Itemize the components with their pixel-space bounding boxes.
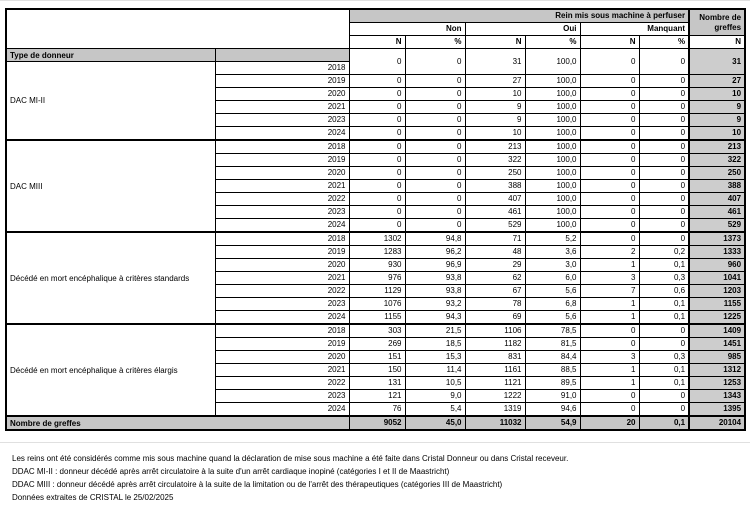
data-cell: 0: [639, 49, 689, 75]
data-cell: 3: [580, 351, 639, 364]
data-cell: 0: [580, 390, 639, 403]
data-cell: 0: [639, 154, 689, 167]
data-cell: 0: [639, 167, 689, 180]
data-cell: 0: [639, 140, 689, 154]
footnote-ddac-mi-ii: DDAC MI-II : donneur décédé après arrêt circulatoire à la suite d'un arrêt cardiaque inopiné (catégories I et II de Maastricht): [12, 467, 450, 476]
data-cell: 0: [405, 154, 465, 167]
oui-n-header: N: [465, 36, 525, 49]
non-header: Non: [349, 23, 465, 36]
data-cell: 930: [349, 259, 405, 272]
footnote-machine-definition: Les reins ont été considérés comme mis sous machine quand la déclaration de mise sous machine a été faite dans Cristal Donneur ou dans Cristal receveur.: [12, 454, 569, 463]
data-cell: 0: [580, 338, 639, 351]
header-row-1: [6, 9, 745, 23]
year-cell: 2018: [215, 140, 349, 154]
data-cell: 9,0: [405, 390, 465, 403]
data-cell: 0: [580, 114, 639, 127]
data-cell: 31: [689, 49, 745, 75]
data-cell: 96,9: [405, 259, 465, 272]
data-cell: 3,0: [525, 259, 580, 272]
data-cell: 0: [639, 114, 689, 127]
data-cell: 0: [405, 88, 465, 101]
data-cell: 150: [349, 364, 405, 377]
data-cell: 10: [689, 88, 745, 101]
data-cell: 11,4: [405, 364, 465, 377]
data-cell: 0: [639, 219, 689, 233]
data-cell: 94,3: [405, 311, 465, 325]
data-cell: 1312: [689, 364, 745, 377]
data-cell: 3,6: [525, 246, 580, 259]
data-cell: 0: [639, 206, 689, 219]
data-cell: 100,0: [525, 180, 580, 193]
year-cell: 2021: [215, 364, 349, 377]
data-cell: 94,8: [405, 232, 465, 246]
year-cell: 2019: [215, 246, 349, 259]
data-cell: 100,0: [525, 140, 580, 154]
data-cell: 322: [689, 154, 745, 167]
perfusion-table: [5, 8, 746, 431]
data-cell: 121: [349, 390, 405, 403]
data-cell: 6,8: [525, 298, 580, 311]
data-cell: 0: [349, 49, 405, 75]
total-cell: 20104: [689, 416, 745, 430]
data-cell: 10,5: [405, 377, 465, 390]
data-cell: 9: [465, 114, 525, 127]
data-cell: 0: [349, 88, 405, 101]
data-cell: 6,0: [525, 272, 580, 285]
data-cell: 84,4: [525, 351, 580, 364]
data-cell: 0: [580, 403, 639, 417]
data-cell: 0: [405, 219, 465, 233]
data-cell: 94,6: [525, 403, 580, 417]
data-cell: 100,0: [525, 75, 580, 88]
data-cell: 985: [689, 351, 745, 364]
total-cell: 45,0: [405, 416, 465, 430]
data-cell: 1076: [349, 298, 405, 311]
year-cell: 2024: [215, 403, 349, 417]
data-cell: 0: [580, 167, 639, 180]
data-cell: 9: [689, 101, 745, 114]
data-cell: 0,1: [639, 364, 689, 377]
data-cell: 7: [580, 285, 639, 298]
data-cell: 250: [689, 167, 745, 180]
data-cell: 1106: [465, 324, 525, 338]
table-body: [6, 49, 745, 431]
data-cell: 100,0: [525, 88, 580, 101]
data-cell: 100,0: [525, 206, 580, 219]
data-cell: 69: [465, 311, 525, 325]
data-cell: 100,0: [525, 193, 580, 206]
data-cell: 1283: [349, 246, 405, 259]
data-cell: 100,0: [525, 127, 580, 141]
data-cell: 81,5: [525, 338, 580, 351]
type-de-donneur-label: Type de donneur: [6, 49, 215, 62]
data-cell: 1: [580, 364, 639, 377]
year-cell: 2021: [215, 272, 349, 285]
data-cell: 1: [580, 259, 639, 272]
data-cell: 0: [639, 390, 689, 403]
group-label-cell: Décédé en mort encéphalique à critères élargis: [6, 324, 215, 416]
data-cell: 1409: [689, 324, 745, 338]
data-cell: 0: [349, 167, 405, 180]
data-cell: 0: [405, 127, 465, 141]
data-cell: 529: [689, 219, 745, 233]
data-cell: 0: [639, 75, 689, 88]
data-cell: 1041: [689, 272, 745, 285]
year-cell: 2021: [215, 180, 349, 193]
data-cell: 100,0: [525, 49, 580, 75]
data-cell: 100,0: [525, 114, 580, 127]
data-cell: 0: [349, 219, 405, 233]
data-cell: 1373: [689, 232, 745, 246]
data-cell: 0: [405, 49, 465, 75]
data-cell: 89,5: [525, 377, 580, 390]
data-cell: 0,3: [639, 272, 689, 285]
data-cell: 0: [580, 88, 639, 101]
data-cell: 91,0: [525, 390, 580, 403]
data-cell: 0: [639, 403, 689, 417]
data-cell: 0: [580, 49, 639, 75]
total-cell: 20: [580, 416, 639, 430]
year-cell: 2024: [215, 219, 349, 233]
data-cell: 0: [580, 154, 639, 167]
year-cell: 2022: [215, 285, 349, 298]
data-cell: 0: [580, 75, 639, 88]
data-cell: 269: [349, 338, 405, 351]
data-cell: 0: [349, 154, 405, 167]
data-cell: 0: [349, 140, 405, 154]
table-header: [6, 9, 745, 49]
data-cell: 93,2: [405, 298, 465, 311]
data-cell: 1: [580, 377, 639, 390]
data-cell: 5,4: [405, 403, 465, 417]
data-cell: 78,5: [525, 324, 580, 338]
data-cell: 0: [349, 193, 405, 206]
data-cell: 1155: [689, 298, 745, 311]
data-cell: 0: [405, 101, 465, 114]
year-cell: 2019: [215, 75, 349, 88]
data-cell: 0: [405, 167, 465, 180]
year-cell: 2020: [215, 88, 349, 101]
data-cell: 21,5: [405, 324, 465, 338]
data-cell: 303: [349, 324, 405, 338]
non-n-header: N: [349, 36, 405, 49]
year-cell: 2018: [215, 324, 349, 338]
data-cell: 0: [349, 127, 405, 141]
report-page: [0, 1, 750, 431]
year-cell: 2022: [215, 377, 349, 390]
year-cell: 2023: [215, 298, 349, 311]
data-cell: 31: [465, 49, 525, 75]
data-cell: 62: [465, 272, 525, 285]
year-cell: 2024: [215, 311, 349, 325]
data-cell: 388: [465, 180, 525, 193]
data-cell: 0: [405, 180, 465, 193]
data-cell: 0: [405, 193, 465, 206]
data-cell: 100,0: [525, 167, 580, 180]
data-cell: 1225: [689, 311, 745, 325]
data-cell: 0: [405, 206, 465, 219]
data-cell: 0: [639, 324, 689, 338]
data-cell: 0,1: [639, 259, 689, 272]
data-cell: 5,6: [525, 285, 580, 298]
data-cell: 0: [580, 180, 639, 193]
group-label-cell: Décédé en mort encéphalique à critères standards: [6, 232, 215, 324]
data-cell: 10: [465, 88, 525, 101]
data-cell: 1333: [689, 246, 745, 259]
data-cell: 529: [465, 219, 525, 233]
data-cell: 96,2: [405, 246, 465, 259]
data-cell: 388: [689, 180, 745, 193]
data-cell: 1253: [689, 377, 745, 390]
data-cell: 0: [349, 180, 405, 193]
total-label: Nombre de greffes: [6, 416, 349, 430]
type-de-donneur-spacer: [215, 49, 349, 62]
year-cell: 2020: [215, 351, 349, 364]
year-cell: 2020: [215, 167, 349, 180]
total-cell: 11032: [465, 416, 525, 430]
total-cell: 54,9: [525, 416, 580, 430]
data-cell: 5,6: [525, 311, 580, 325]
data-cell: 0: [639, 101, 689, 114]
year-cell: 2019: [215, 338, 349, 351]
data-cell: 1: [580, 311, 639, 325]
data-cell: 27: [465, 75, 525, 88]
total-row: [6, 416, 745, 430]
data-cell: 0: [639, 127, 689, 141]
data-cell: 0: [639, 232, 689, 246]
data-cell: 1161: [465, 364, 525, 377]
data-cell: 213: [465, 140, 525, 154]
data-cell: 10: [465, 127, 525, 141]
data-cell: 88,5: [525, 364, 580, 377]
table-row: [6, 232, 745, 246]
data-cell: 1319: [465, 403, 525, 417]
data-cell: 0,2: [639, 246, 689, 259]
data-cell: 1222: [465, 390, 525, 403]
data-cell: 0,1: [639, 377, 689, 390]
data-cell: 0: [349, 114, 405, 127]
data-cell: 18,5: [405, 338, 465, 351]
greffes-n-header: N: [689, 36, 745, 49]
data-cell: 0: [349, 101, 405, 114]
group-label-cell: DAC MI-II: [6, 62, 215, 141]
data-cell: 93,8: [405, 272, 465, 285]
machine-perfusion-header: Rein mis sous machine à perfuser: [349, 9, 689, 23]
data-cell: 1203: [689, 285, 745, 298]
data-cell: 461: [465, 206, 525, 219]
year-cell: 2023: [215, 114, 349, 127]
year-cell: 2024: [215, 127, 349, 141]
data-cell: 1395: [689, 403, 745, 417]
data-cell: 0: [639, 338, 689, 351]
footer-divider: [0, 442, 750, 443]
data-cell: 1121: [465, 377, 525, 390]
data-cell: 213: [689, 140, 745, 154]
year-cell: 2023: [215, 390, 349, 403]
data-cell: 0,3: [639, 351, 689, 364]
data-cell: 9: [689, 114, 745, 127]
data-cell: 0,1: [639, 298, 689, 311]
data-cell: 1155: [349, 311, 405, 325]
data-cell: 0: [580, 206, 639, 219]
data-cell: 0: [580, 193, 639, 206]
nombre-greffes-header: Nombre de greffes: [689, 9, 745, 36]
data-cell: 131: [349, 377, 405, 390]
year-cell: 2019: [215, 154, 349, 167]
data-cell: 322: [465, 154, 525, 167]
total-cell: 0,1: [639, 416, 689, 430]
non-pct-header: %: [405, 36, 465, 49]
data-cell: 976: [349, 272, 405, 285]
data-cell: 1182: [465, 338, 525, 351]
data-cell: 0: [580, 324, 639, 338]
data-cell: 0,1: [639, 311, 689, 325]
year-cell: 2022: [215, 193, 349, 206]
data-cell: 1302: [349, 232, 405, 246]
data-cell: 100,0: [525, 101, 580, 114]
data-cell: 0: [349, 75, 405, 88]
footnote-extraction-date: Données extraites de CRISTAL le 25/02/2025: [12, 493, 174, 502]
group-label-cell: DAC MIII: [6, 140, 215, 232]
data-cell: 0: [349, 206, 405, 219]
data-cell: 0: [405, 114, 465, 127]
year-cell: 2023: [215, 206, 349, 219]
oui-header: Oui: [465, 23, 580, 36]
data-cell: 461: [689, 206, 745, 219]
manquant-header: Manquant: [580, 23, 689, 36]
manquant-pct-header: %: [639, 36, 689, 49]
data-cell: 10: [689, 127, 745, 141]
data-cell: 0: [580, 127, 639, 141]
data-cell: 2: [580, 246, 639, 259]
data-cell: 93,8: [405, 285, 465, 298]
data-cell: 5,2: [525, 232, 580, 246]
data-cell: 0: [580, 219, 639, 233]
data-cell: 27: [689, 75, 745, 88]
data-cell: 0: [580, 101, 639, 114]
type-de-donneur-row: [6, 49, 745, 62]
data-cell: 1343: [689, 390, 745, 403]
data-cell: 960: [689, 259, 745, 272]
manquant-n-header: N: [580, 36, 639, 49]
data-cell: 29: [465, 259, 525, 272]
data-cell: 151: [349, 351, 405, 364]
data-cell: 76: [349, 403, 405, 417]
data-cell: 0: [639, 88, 689, 101]
data-cell: 831: [465, 351, 525, 364]
data-cell: 407: [689, 193, 745, 206]
year-cell: 2021: [215, 101, 349, 114]
oui-pct-header: %: [525, 36, 580, 49]
footnotes: [0, 452, 750, 504]
corner-cell: [6, 9, 349, 49]
data-cell: 0: [405, 75, 465, 88]
data-cell: 1129: [349, 285, 405, 298]
table-row: [6, 140, 745, 154]
data-cell: 100,0: [525, 154, 580, 167]
data-cell: 1: [580, 298, 639, 311]
data-cell: 250: [465, 167, 525, 180]
total-cell: 9052: [349, 416, 405, 430]
data-cell: 100,0: [525, 219, 580, 233]
data-cell: 71: [465, 232, 525, 246]
year-cell: 2018: [215, 62, 349, 75]
data-cell: 0: [639, 193, 689, 206]
data-cell: 78: [465, 298, 525, 311]
data-cell: 48: [465, 246, 525, 259]
data-cell: 0: [405, 140, 465, 154]
data-cell: 407: [465, 193, 525, 206]
data-cell: 15,3: [405, 351, 465, 364]
data-cell: 9: [465, 101, 525, 114]
data-cell: 0: [580, 140, 639, 154]
data-cell: 0,6: [639, 285, 689, 298]
year-cell: 2018: [215, 232, 349, 246]
table-row: [6, 324, 745, 338]
data-cell: 3: [580, 272, 639, 285]
data-cell: 1451: [689, 338, 745, 351]
data-cell: 0: [580, 232, 639, 246]
data-cell: 67: [465, 285, 525, 298]
data-cell: 0: [639, 180, 689, 193]
footnote-ddac-miii: DDAC MIII : donneur décédé après arrêt circulatoire à la suite de la limitation ou de l'arrêt des thérapeutiques (catégories III de Maastricht): [12, 480, 503, 489]
year-cell: 2020: [215, 259, 349, 272]
